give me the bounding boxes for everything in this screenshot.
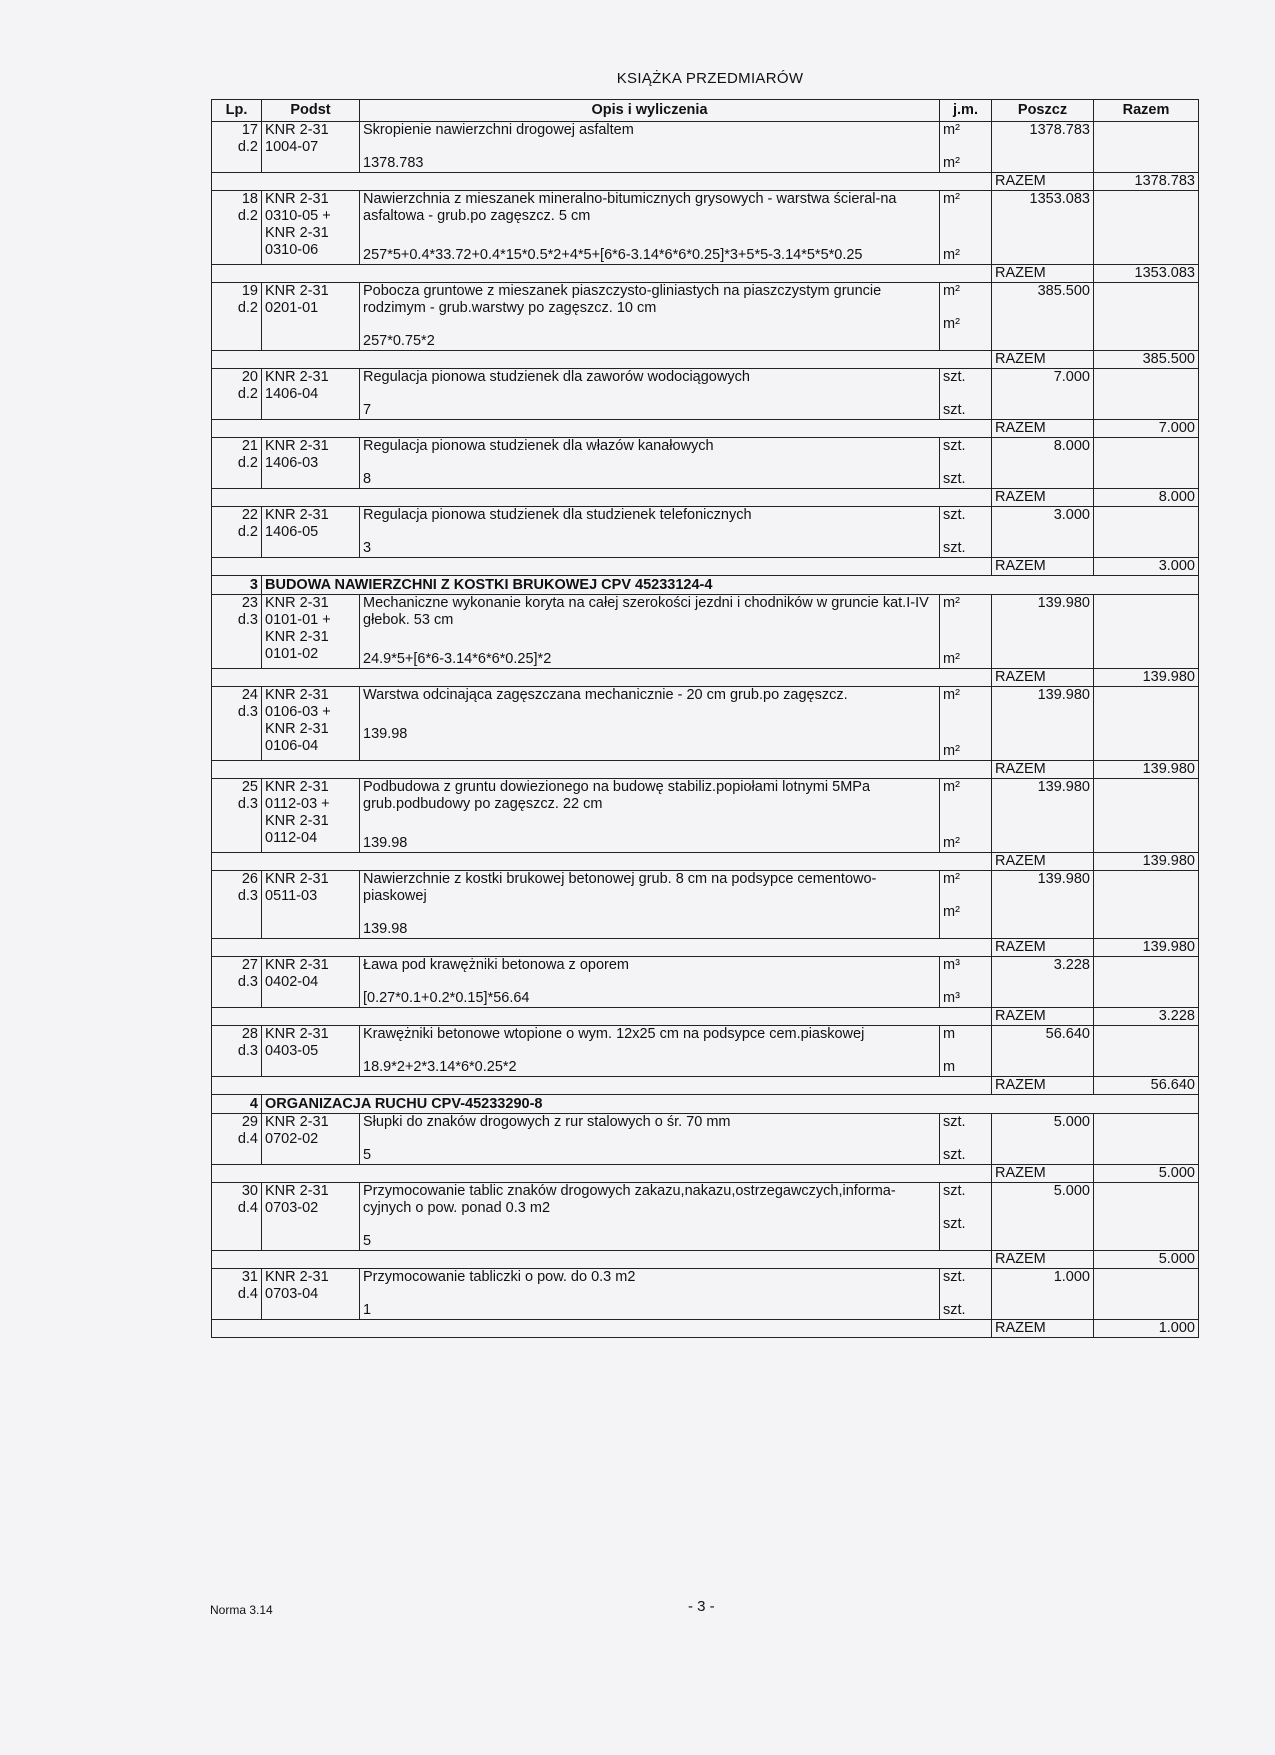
item-unit	[940, 1269, 992, 1320]
item-poszcz: 8.000	[992, 438, 1094, 489]
item-lp: 31 d.4	[212, 1269, 262, 1320]
calculation-text: 257*0.75*2	[363, 333, 435, 349]
razem-spacer	[212, 939, 992, 957]
razem-row	[212, 489, 1199, 507]
unit-top: m²	[943, 871, 960, 887]
unit-bottom: m²	[943, 743, 960, 759]
item-lp: 21 d.2	[212, 438, 262, 489]
table-row	[212, 595, 1199, 669]
description-text: Pobocza gruntowe z mieszanek piaszczysto-gliniastych na piaszczystym gruncie rodzimym - grub.warstwy po zagęszcz. 10 cm	[363, 283, 882, 316]
razem-row	[212, 939, 1199, 957]
unit-top: m²	[943, 779, 960, 795]
razem-label: RAZEM	[992, 351, 1094, 369]
unit-top: szt.	[943, 369, 966, 385]
header-podst: Podst	[262, 100, 360, 122]
item-podst: KNR 2-31 0703-04	[262, 1269, 360, 1320]
unit-bottom: m³	[943, 990, 960, 1006]
quantity-table	[211, 99, 1199, 1338]
razem-row	[212, 1320, 1199, 1338]
calculation-text: 139.98	[363, 921, 408, 937]
item-lp: 20 d.2	[212, 369, 262, 420]
razem-spacer	[212, 853, 992, 871]
unit-top: m²	[943, 595, 960, 611]
calculation-text: [0.27*0.1+0.2*0.15]*56.64	[363, 990, 530, 1006]
unit-bottom: m²	[943, 316, 960, 332]
item-razem-empty	[1094, 1269, 1199, 1320]
item-razem-empty	[1094, 957, 1199, 1008]
unit-bottom: m²	[943, 835, 960, 851]
razem-value: 5.000	[1094, 1165, 1199, 1183]
razem-spacer	[212, 265, 992, 283]
unit-bottom: szt.	[943, 402, 966, 418]
unit-top: m³	[943, 957, 960, 973]
item-poszcz: 56.640	[992, 1026, 1094, 1077]
item-razem-empty	[1094, 871, 1199, 939]
table-row	[212, 1269, 1199, 1320]
razem-label: RAZEM	[992, 173, 1094, 191]
item-unit	[940, 957, 992, 1008]
item-lp: 18 d.2	[212, 191, 262, 265]
item-poszcz: 139.980	[992, 595, 1094, 669]
unit-top: szt.	[943, 1114, 966, 1130]
table-row	[212, 687, 1199, 761]
unit-top: szt.	[943, 507, 966, 523]
item-description	[360, 122, 940, 173]
item-unit	[940, 1114, 992, 1165]
unit-bottom: szt.	[943, 1147, 966, 1163]
calculation-text: 18.9*2+2*3.14*6*0.25*2	[363, 1059, 517, 1075]
razem-spacer	[212, 351, 992, 369]
item-description	[360, 1269, 940, 1320]
calculation-text: 5	[363, 1147, 372, 1163]
razem-value: 7.000	[1094, 420, 1199, 438]
razem-spacer	[212, 1077, 992, 1095]
razem-row	[212, 558, 1199, 576]
razem-spacer	[212, 1165, 992, 1183]
item-description	[360, 438, 940, 489]
table-row	[212, 507, 1199, 558]
item-lp: 29 d.4	[212, 1114, 262, 1165]
razem-spacer	[212, 489, 992, 507]
razem-value: 385.500	[1094, 351, 1199, 369]
table-row	[212, 438, 1199, 489]
table-row	[212, 871, 1199, 939]
description-text: Mechaniczne wykonanie koryta na całej szerokości jezdni i chodników w gruncie kat.I-IV głebok. 53 cm	[363, 595, 929, 628]
item-poszcz: 3.000	[992, 507, 1094, 558]
razem-row	[212, 1251, 1199, 1269]
table-row	[212, 957, 1199, 1008]
item-unit	[940, 438, 992, 489]
calculation-text: 1378.783	[363, 155, 424, 171]
calculation-text: 5	[363, 1233, 372, 1249]
item-unit	[940, 369, 992, 420]
item-lp: 24 d.3	[212, 687, 262, 761]
item-poszcz: 139.980	[992, 779, 1094, 853]
razem-row	[212, 669, 1199, 687]
item-podst: KNR 2-31 1406-04	[262, 369, 360, 420]
description-text: Nawierzchnia z mieszanek mineralno-bitumicznych grysowych - warstwa ścieral-na asfaltowa - grub.po zagęszcz. 5 cm	[363, 191, 897, 224]
table-row	[212, 1026, 1199, 1077]
razem-label: RAZEM	[992, 1077, 1094, 1095]
document-title: KSIĄŻKA PRZEDMIARÓW	[616, 70, 804, 87]
unit-top: szt.	[943, 1269, 966, 1285]
item-unit	[940, 122, 992, 173]
item-description	[360, 687, 940, 761]
item-unit	[940, 871, 992, 939]
razem-label: RAZEM	[992, 1251, 1094, 1269]
unit-top: m²	[943, 122, 960, 138]
razem-value: 3.000	[1094, 558, 1199, 576]
item-lp: 23 d.3	[212, 595, 262, 669]
razem-label: RAZEM	[992, 669, 1094, 687]
description-text: Przymocowanie tabliczki o pow. do 0.3 m2	[363, 1269, 636, 1285]
item-razem-empty	[1094, 191, 1199, 265]
razem-spacer	[212, 420, 992, 438]
razem-row	[212, 173, 1199, 191]
item-description	[360, 871, 940, 939]
unit-bottom: m	[943, 1059, 956, 1075]
calculation-text: 257*5+0.4*33.72+0.4*15*0.5*2+4*5+[6*6-3.14*6*6*0.25]*3+5*5-3.14*5*5*0.25	[363, 247, 863, 263]
table-row	[212, 779, 1199, 853]
item-podst: KNR 2-31 1406-05	[262, 507, 360, 558]
table-row	[212, 1114, 1199, 1165]
item-podst: KNR 2-31 0703-02	[262, 1183, 360, 1251]
razem-row	[212, 853, 1199, 871]
unit-top: m	[943, 1026, 956, 1042]
razem-row	[212, 265, 1199, 283]
unit-bottom: szt.	[943, 1302, 966, 1318]
razem-label: RAZEM	[992, 1165, 1094, 1183]
item-razem-empty	[1094, 595, 1199, 669]
section-number: 3	[212, 576, 262, 595]
description-text: Regulacja pionowa studzienek dla zaworów wodociągowych	[363, 369, 750, 385]
razem-value: 8.000	[1094, 489, 1199, 507]
item-poszcz: 1.000	[992, 1269, 1094, 1320]
razem-row	[212, 351, 1199, 369]
description-text: Ława pod krawężniki betonowa z oporem	[363, 957, 629, 973]
header-lp: Lp.	[212, 100, 262, 122]
calculation-text: 139.98	[363, 835, 408, 851]
item-unit	[940, 1183, 992, 1251]
item-poszcz: 1353.083	[992, 191, 1094, 265]
razem-label: RAZEM	[992, 1008, 1094, 1026]
razem-value: 139.980	[1094, 761, 1199, 779]
item-podst: KNR 2-31 1406-03	[262, 438, 360, 489]
razem-value: 1353.083	[1094, 265, 1199, 283]
item-podst: KNR 2-31 0201-01	[262, 283, 360, 351]
item-razem-empty	[1094, 438, 1199, 489]
item-lp: 22 d.2	[212, 507, 262, 558]
unit-top: m²	[943, 283, 960, 299]
item-poszcz: 5.000	[992, 1183, 1094, 1251]
item-description	[360, 191, 940, 265]
razem-spacer	[212, 558, 992, 576]
header-jm: j.m.	[940, 100, 992, 122]
razem-label: RAZEM	[992, 558, 1094, 576]
razem-row	[212, 1165, 1199, 1183]
razem-spacer	[212, 173, 992, 191]
item-unit	[940, 687, 992, 761]
unit-bottom: m²	[943, 155, 960, 171]
item-lp: 27 d.3	[212, 957, 262, 1008]
item-poszcz: 3.228	[992, 957, 1094, 1008]
calculation-text: 8	[363, 471, 372, 487]
item-podst: KNR 2-31 0310-05 + KNR 2-31 0310-06	[262, 191, 360, 265]
item-poszcz: 5.000	[992, 1114, 1094, 1165]
table-row	[212, 191, 1199, 265]
item-unit	[940, 1026, 992, 1077]
calculation-text: 1	[363, 1302, 372, 1318]
table-row	[212, 1183, 1199, 1251]
razem-value: 139.980	[1094, 939, 1199, 957]
item-poszcz: 385.500	[992, 283, 1094, 351]
item-description	[360, 507, 940, 558]
item-description	[360, 1114, 940, 1165]
item-razem-empty	[1094, 369, 1199, 420]
item-razem-empty	[1094, 122, 1199, 173]
razem-spacer	[212, 669, 992, 687]
section-number: 4	[212, 1095, 262, 1114]
item-lp: 17 d.2	[212, 122, 262, 173]
item-unit	[940, 283, 992, 351]
table-row	[212, 369, 1199, 420]
unit-top: szt.	[943, 1183, 966, 1199]
description-text: Podbudowa z gruntu dowiezionego na budowę stabiliz.popiołami lotnymi 5MPa grub.podbudowy po zagęszcz. 22 cm	[363, 779, 871, 812]
item-description	[360, 1183, 940, 1251]
item-lp: 25 d.3	[212, 779, 262, 853]
item-podst: KNR 2-31 0702-02	[262, 1114, 360, 1165]
item-razem-empty	[1094, 1114, 1199, 1165]
razem-row	[212, 761, 1199, 779]
item-razem-empty	[1094, 779, 1199, 853]
item-poszcz: 7.000	[992, 369, 1094, 420]
unit-bottom: m²	[943, 904, 960, 920]
item-podst: KNR 2-31 0403-05	[262, 1026, 360, 1077]
description-text: Krawężniki betonowe wtopione o wym. 12x25 cm na podsypce cem.piaskowej	[363, 1026, 865, 1042]
item-razem-empty	[1094, 1026, 1199, 1077]
item-lp: 28 d.3	[212, 1026, 262, 1077]
table-header-row	[212, 100, 1199, 122]
item-razem-empty	[1094, 687, 1199, 761]
razem-label: RAZEM	[992, 1320, 1094, 1338]
unit-top: szt.	[943, 438, 966, 454]
razem-spacer	[212, 1320, 992, 1338]
item-poszcz: 139.980	[992, 687, 1094, 761]
razem-spacer	[212, 761, 992, 779]
footer-software: Norma 3.14	[210, 1603, 273, 1617]
razem-value: 1.000	[1094, 1320, 1199, 1338]
item-poszcz: 1378.783	[992, 122, 1094, 173]
item-podst: KNR 2-31 1004-07	[262, 122, 360, 173]
unit-bottom: m²	[943, 651, 960, 667]
razem-row	[212, 1008, 1199, 1026]
item-unit	[940, 779, 992, 853]
item-razem-empty	[1094, 1183, 1199, 1251]
item-podst: KNR 2-31 0112-03 + KNR 2-31 0112-04	[262, 779, 360, 853]
razem-value: 139.980	[1094, 669, 1199, 687]
calculation-text: 139.98	[363, 726, 408, 742]
description-text: Regulacja pionowa studzienek dla włazów kanałowych	[363, 438, 714, 454]
calculation-text: 7	[363, 402, 372, 418]
description-text: Skropienie nawierzchni drogowej asfaltem	[363, 122, 634, 138]
item-lp: 30 d.4	[212, 1183, 262, 1251]
description-text: Słupki do znaków drogowych z rur stalowych o śr. 70 mm	[363, 1114, 731, 1130]
razem-value: 139.980	[1094, 853, 1199, 871]
unit-top: m²	[943, 191, 960, 207]
item-description	[360, 1026, 940, 1077]
section-title: ORGANIZACJA RUCHU CPV-45233290-8	[262, 1095, 1199, 1114]
header-opis: Opis i wyliczenia	[360, 100, 940, 122]
calculation-text: 3	[363, 540, 372, 556]
item-unit	[940, 191, 992, 265]
description-text: Warstwa odcinająca zagęszczana mechanicznie - 20 cm grub.po zagęszcz.	[363, 687, 848, 703]
razem-label: RAZEM	[992, 489, 1094, 507]
item-poszcz: 139.980	[992, 871, 1094, 939]
section-row	[212, 1095, 1199, 1114]
razem-label: RAZEM	[992, 265, 1094, 283]
razem-value: 3.228	[1094, 1008, 1199, 1026]
item-unit	[940, 507, 992, 558]
unit-top: m²	[943, 687, 960, 703]
razem-label: RAZEM	[992, 939, 1094, 957]
razem-label: RAZEM	[992, 853, 1094, 871]
item-description	[360, 369, 940, 420]
calculation-text: 24.9*5+[6*6-3.14*6*6*0.25]*2	[363, 651, 552, 667]
razem-value: 1378.783	[1094, 173, 1199, 191]
item-podst: KNR 2-31 0101-01 + KNR 2-31 0101-02	[262, 595, 360, 669]
unit-bottom: szt.	[943, 540, 966, 556]
razem-row	[212, 420, 1199, 438]
item-description	[360, 779, 940, 853]
table-row	[212, 283, 1199, 351]
unit-bottom: m²	[943, 247, 960, 263]
item-razem-empty	[1094, 283, 1199, 351]
description-text: Przymocowanie tablic znaków drogowych zakazu,nakazu,ostrzegawczych,informa-cyjnych o pow. ponad 0.3 m2	[363, 1183, 896, 1216]
table-row	[212, 122, 1199, 173]
item-unit	[940, 595, 992, 669]
description-text: Regulacja pionowa studzienek dla studzienek telefonicznych	[363, 507, 752, 523]
item-description	[360, 595, 940, 669]
item-podst: KNR 2-31 0106-03 + KNR 2-31 0106-04	[262, 687, 360, 761]
item-description	[360, 957, 940, 1008]
razem-label: RAZEM	[992, 420, 1094, 438]
item-podst: KNR 2-31 0402-04	[262, 957, 360, 1008]
razem-label: RAZEM	[992, 761, 1094, 779]
item-description	[360, 283, 940, 351]
razem-spacer	[212, 1008, 992, 1026]
item-lp: 26 d.3	[212, 871, 262, 939]
section-title: BUDOWA NAWIERZCHNI Z KOSTKI BRUKOWEJ CPV 45233124-4	[262, 576, 1199, 595]
page-number: - 3 -	[688, 1598, 715, 1615]
razem-row	[212, 1077, 1199, 1095]
item-lp: 19 d.2	[212, 283, 262, 351]
item-podst: KNR 2-31 0511-03	[262, 871, 360, 939]
razem-value: 56.640	[1094, 1077, 1199, 1095]
unit-bottom: szt.	[943, 471, 966, 487]
razem-value: 5.000	[1094, 1251, 1199, 1269]
razem-spacer	[212, 1251, 992, 1269]
unit-bottom: szt.	[943, 1216, 966, 1232]
description-text: Nawierzchnie z kostki brukowej betonowej grub. 8 cm na podsypce cementowo-piaskowej	[363, 871, 877, 904]
header-poszcz: Poszcz	[992, 100, 1094, 122]
section-row	[212, 576, 1199, 595]
header-razem: Razem	[1094, 100, 1199, 122]
item-razem-empty	[1094, 507, 1199, 558]
